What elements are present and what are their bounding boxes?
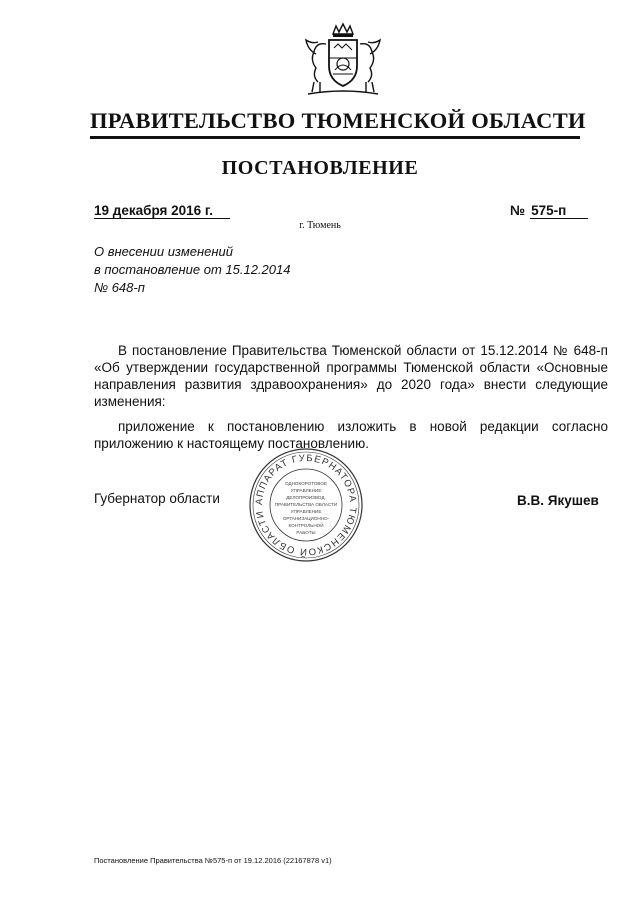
- official-seal: [248, 447, 364, 563]
- subject-line: в постановление от 15.12.2014: [94, 262, 291, 277]
- seal-inner-text: УПРАВЛЕНИЕ: [290, 488, 322, 493]
- seal-inner-text: ОДНОКОРОТОВОЕ: [285, 481, 327, 486]
- seal-inner-text: КОНТРОЛЬНОЙ: [288, 523, 324, 528]
- body-paragraph: приложение к постановлению изложить в новой редакции согласно приложению к настоящему постановлению.: [94, 419, 608, 451]
- seal-inner-text: УПРАВЛЕНИЕ: [290, 509, 322, 514]
- document-type: ПОСТАНОВЛЕНИЕ: [221, 157, 419, 179]
- seal-inner-text: ДЕЛОПРОИЗВОД.: [286, 495, 326, 500]
- city: г. Тюмень: [299, 220, 341, 231]
- seal-inner-text: РАБОТЫ: [296, 530, 316, 535]
- header-rule: [90, 136, 580, 139]
- number-sign: №: [510, 203, 526, 218]
- document-body: [94, 342, 608, 452]
- number-value: 575-п: [531, 203, 567, 218]
- body-paragraph: В постановление Правительства Тюменской области от 15.12.2014 № 648-п «Об утверждении государственной программы Тюменской области «Основные направления развития здравоохранения» до 2020 года» внести следующие изменения:: [94, 343, 608, 409]
- seal-inner-text: ПРАВИТЕЛЬСТВА ОБЛАСТИ: [274, 502, 338, 507]
- subject-block: [94, 243, 290, 297]
- footer-reference: Постановление Правительства №575-п от 19.12.2016 (22167878 v1): [94, 856, 332, 865]
- date-underline: [94, 218, 230, 219]
- organization-name: ПРАВИТЕЛЬСТВО ТЮМЕНСКОЙ ОБЛАСТИ: [90, 108, 586, 133]
- document-number: [510, 203, 566, 218]
- number-underline: [530, 218, 588, 219]
- subject-line: № 648-п: [94, 280, 145, 295]
- seal-inner-text: ОРГАНИЗАЦИОННО-: [282, 516, 330, 521]
- signatory-name: В.В. Якушев: [517, 493, 599, 508]
- subject-line: О внесении изменений: [94, 244, 233, 259]
- seal-ring-text: АППАРАТ ГУБЕРНАТОРА ТЮМЕНСКОЙ ОБЛАСТИ: [253, 452, 359, 558]
- coat-of-arms-emblem: [298, 20, 388, 100]
- signatory-title: Губернатор области: [94, 491, 220, 506]
- document-date: 19 декабря 2016 г.: [94, 203, 213, 218]
